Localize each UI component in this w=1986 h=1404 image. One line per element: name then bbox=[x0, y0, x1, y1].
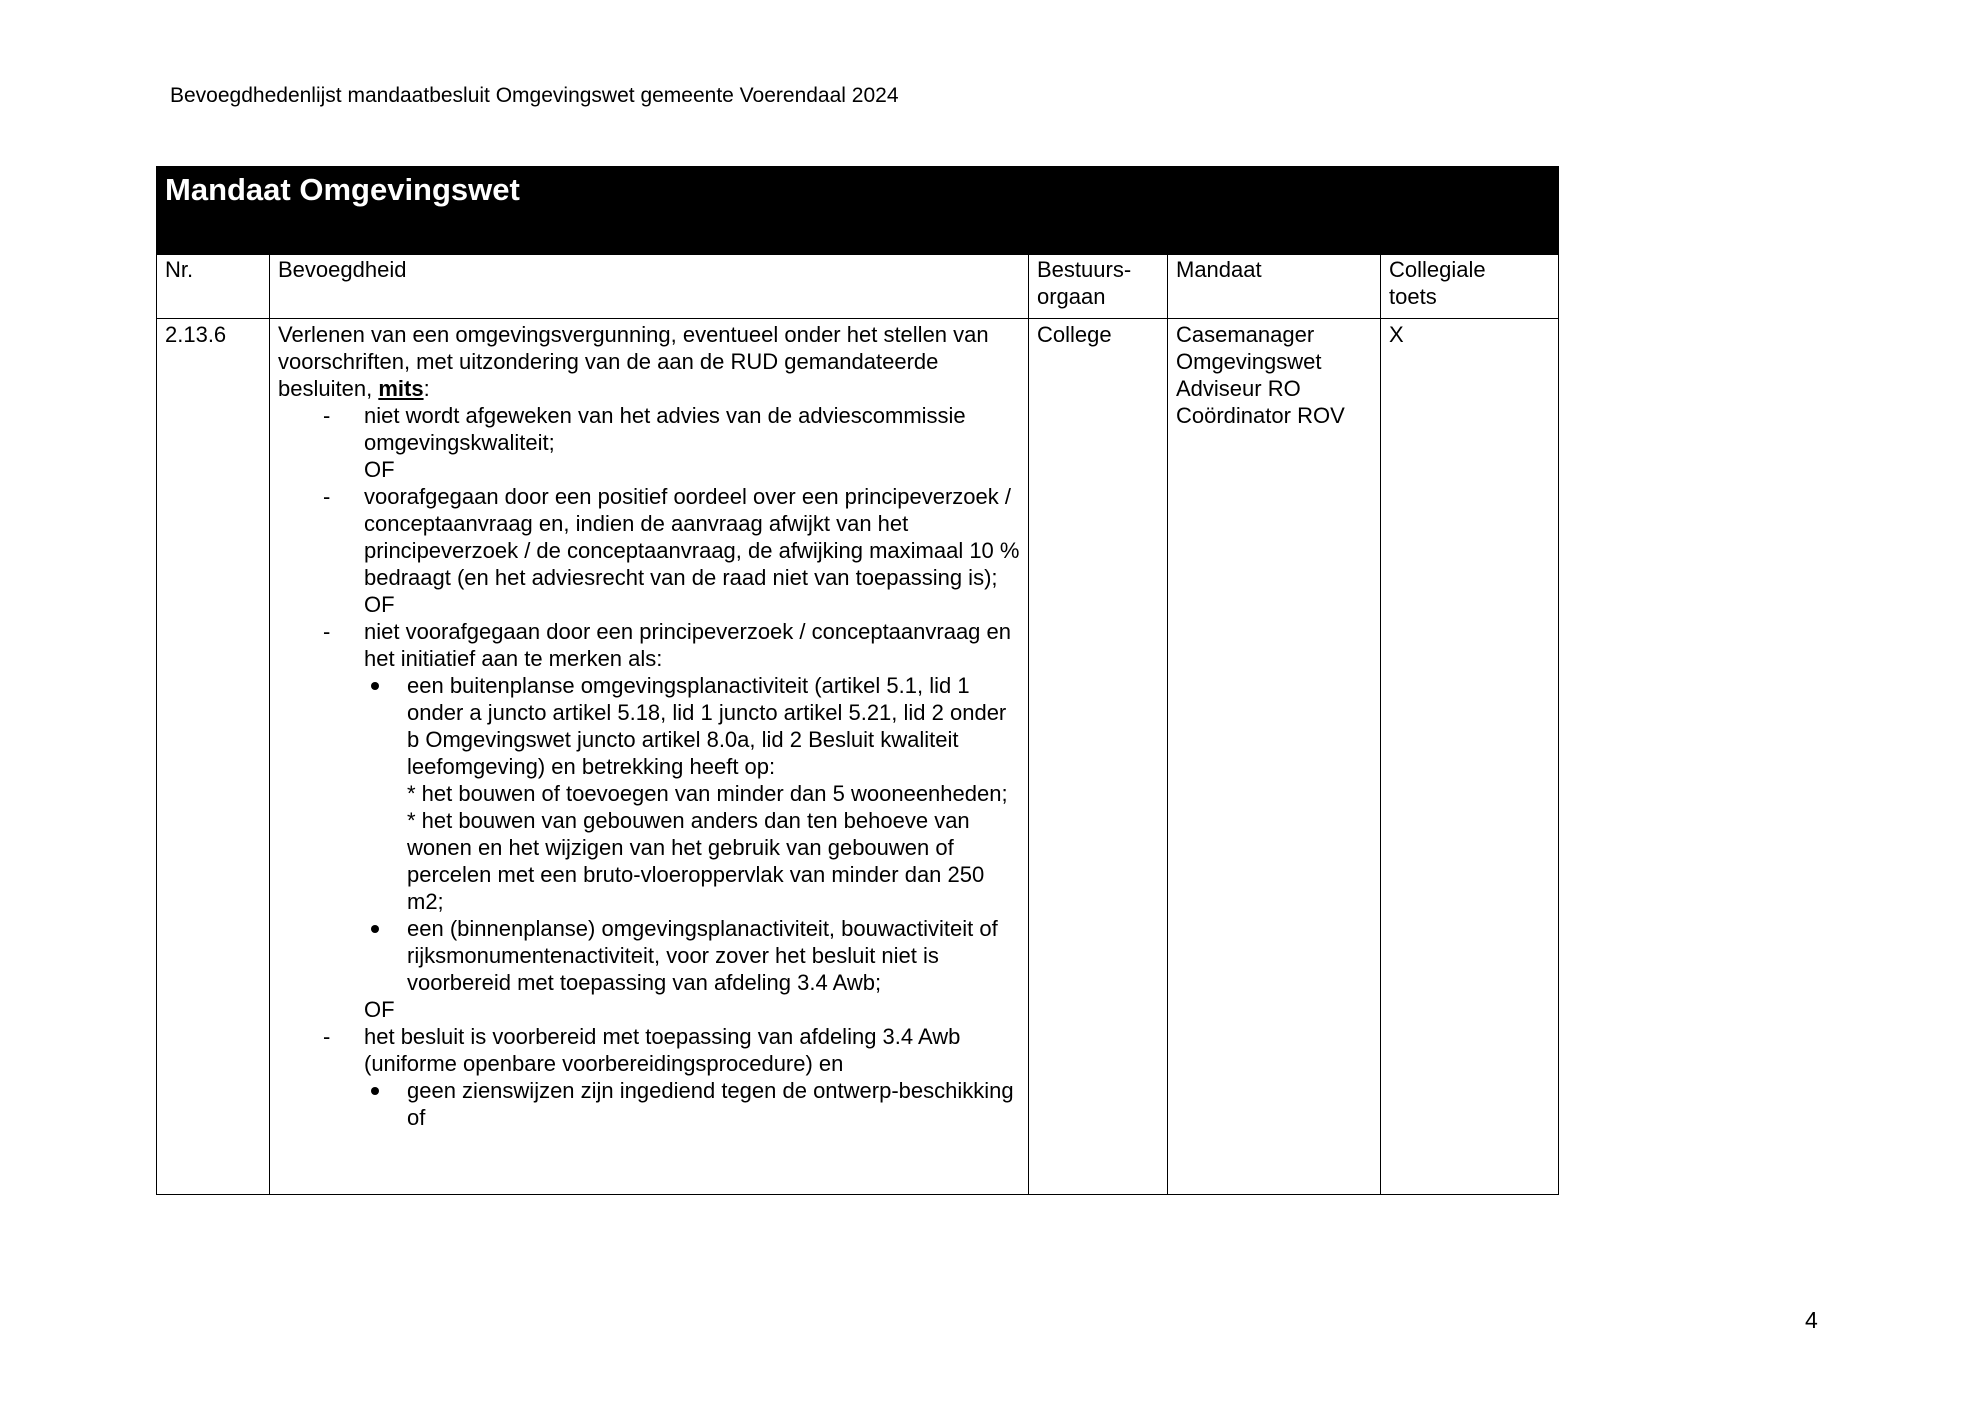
of-separator: OF bbox=[364, 457, 395, 482]
bullet-item bbox=[278, 672, 1021, 915]
mits-keyword: mits bbox=[378, 376, 424, 401]
condition-item bbox=[278, 1023, 1021, 1077]
bullet-item bbox=[278, 1077, 1021, 1131]
of-separator: OF bbox=[364, 997, 395, 1022]
bullet-1-sub-1: * het bouwen of toevoegen van minder dan 5 wooneenheden; bbox=[407, 781, 1008, 806]
bullet-dot-icon bbox=[371, 925, 379, 933]
col-header-mandaat: Mandaat bbox=[1168, 255, 1381, 319]
col-header-bestuursorgaan-line2: orgaan bbox=[1037, 284, 1106, 309]
condition-item bbox=[278, 483, 1021, 591]
col-header-collegiale-line1: Collegiale bbox=[1389, 257, 1486, 282]
table-row bbox=[157, 319, 1559, 1195]
bullet-2-text: een (binnenplanse) omgevingsplanactiviteit, bouwactiviteit of rijksmonumentenactiviteit, voor zover het besluit niet is voorbereid met toepassing van afdeling 3.4 Awb; bbox=[407, 916, 998, 995]
col-header-bevoegdheid: Bevoegdheid bbox=[270, 255, 1029, 319]
mandaat-line-2: Omgevingswet bbox=[1176, 349, 1322, 374]
table-title: Mandaat Omgevingswet bbox=[157, 167, 1559, 255]
bullet-3-text: geen zienswijzen zijn ingediend tegen de ontwerp-beschikking of bbox=[407, 1078, 1014, 1130]
row-bevoegdheid bbox=[270, 319, 1029, 1195]
condition-4: het besluit is voorbereid met toepassing van afdeling 3.4 Awb (uniforme openbare voorbereidingsprocedure) en bbox=[364, 1024, 961, 1076]
col-header-bestuursorgaan-line1: Bestuurs- bbox=[1037, 257, 1132, 282]
row-nr: 2.13.6 bbox=[157, 319, 270, 1195]
bullet-list bbox=[278, 672, 1021, 996]
condition-1: niet wordt afgeweken van het advies van de adviescommissie omgevingskwaliteit; bbox=[364, 403, 966, 455]
row-mandaat bbox=[1168, 319, 1381, 1195]
bullet-item bbox=[278, 915, 1021, 996]
bullet-1-text: een buitenplanse omgevingsplanactiviteit (artikel 5.1, lid 1 onder a juncto artikel 5.18, lid 1 juncto artikel 5.21, lid 2 onder b Omgevingswet juncto artikel 8.0a, lid 2 Besluit kwaliteit leefomgeving) en betrekking heeft op: bbox=[407, 673, 1007, 779]
mandaat-line-4: Coördinator ROV bbox=[1176, 403, 1345, 428]
page-number: 4 bbox=[1805, 1307, 1818, 1333]
intro-text: Verlenen van een omgevingsvergunning, eventueel onder het stellen van voorschriften, met uitzondering van de aan de RUD gemandateerde besluiten, bbox=[278, 322, 989, 401]
condition-item bbox=[278, 618, 1021, 672]
of-separator: OF bbox=[364, 592, 395, 617]
col-header-bestuursorgaan bbox=[1029, 255, 1168, 319]
col-header-nr: Nr. bbox=[157, 255, 270, 319]
dash-marker: - bbox=[323, 403, 331, 428]
condition-2: voorafgegaan door een positief oordeel over een principeverzoek / conceptaanvraag en, indien de aanvraag afwijkt van het principeverzoek / de conceptaanvraag, de afwijking maximaal 10 % bedraagt (en het adviesrecht van de raad niet van toepassing is); bbox=[364, 484, 1020, 590]
mandate-table bbox=[156, 166, 1559, 1195]
condition-item bbox=[278, 402, 1021, 456]
bullet-dot-icon bbox=[371, 1087, 379, 1095]
condition-list bbox=[278, 402, 1021, 1131]
mandaat-line-1: Casemanager bbox=[1176, 322, 1315, 347]
column-header-row bbox=[157, 255, 1559, 319]
bullet-dot-icon bbox=[371, 682, 379, 690]
col-header-collegiale-line2: toets bbox=[1389, 284, 1437, 309]
mits-colon: : bbox=[423, 376, 430, 401]
dash-marker: - bbox=[323, 1024, 331, 1049]
dash-marker: - bbox=[323, 619, 331, 644]
bullet-list bbox=[278, 1077, 1021, 1131]
col-header-collegiale-toets bbox=[1381, 255, 1559, 319]
condition-3: niet voorafgegaan door een principeverzoek / conceptaanvraag en het initiatief aan te merken als: bbox=[364, 619, 1012, 671]
bullet-1-sub-2: * het bouwen van gebouwen anders dan ten behoeve van wonen en het wijzigen van het gebruik van gebouwen of percelen met een bruto-vloeroppervlak van minder dan 250 m2; bbox=[407, 808, 985, 914]
document-header: Bevoegdhedenlijst mandaatbesluit Omgevingswet gemeente Voerendaal 2024 bbox=[170, 84, 899, 107]
row-collegiale-toets: X bbox=[1381, 319, 1559, 1195]
title-row bbox=[157, 167, 1559, 255]
mandaat-line-3: Adviseur RO bbox=[1176, 376, 1301, 401]
bevoegdheid-intro bbox=[278, 321, 1021, 402]
row-bestuursorgaan: College bbox=[1029, 319, 1168, 1195]
dash-marker: - bbox=[323, 484, 331, 509]
